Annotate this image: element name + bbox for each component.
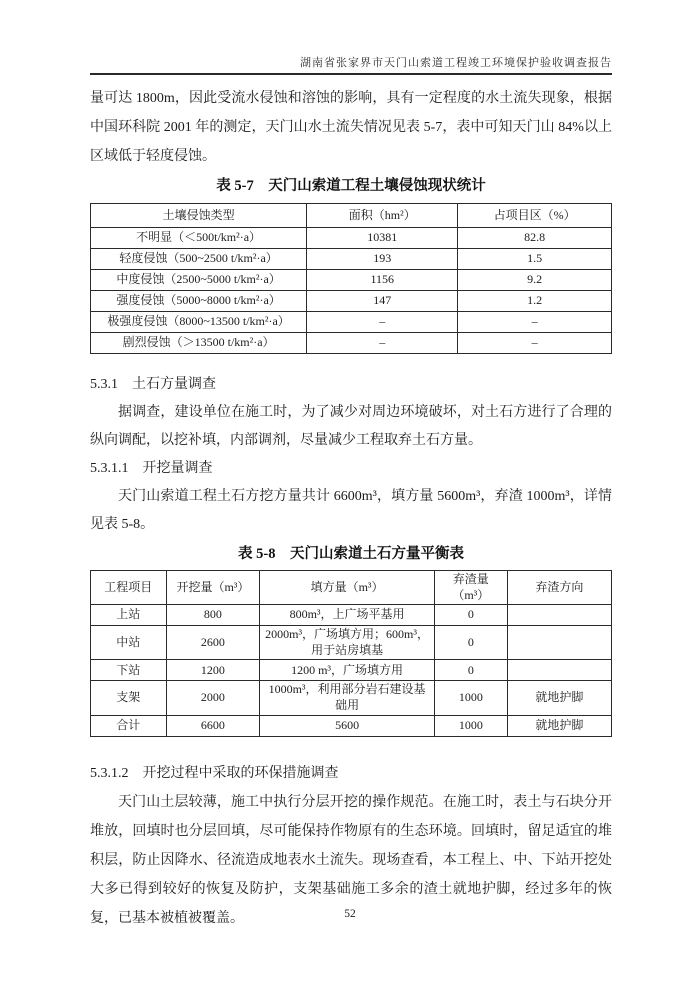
intro-paragraph: 量可达 1800m，因此受流水侵蚀和溶蚀的影响，具有一定程度的水土流失现象，根据中国环科院 2001 年的测定，天门山水土流失情况见表 5-7，表中可知天门山 84%以上区域低于轻度侵蚀。 [90, 91, 612, 164]
table-cell: 0 [434, 605, 507, 626]
table-cell: 1156 [307, 270, 458, 291]
earthwork-balance-table [90, 570, 612, 737]
table-row [91, 312, 612, 333]
table-cell: 1000 [434, 715, 507, 736]
table-row [91, 681, 612, 715]
table-header-cell: 弃渣量（m³） [434, 571, 507, 605]
table-header-cell: 土壤侵蚀类型 [91, 204, 307, 228]
table-row [91, 249, 612, 270]
table-cell: 下站 [91, 660, 167, 681]
table-cell: – [458, 333, 612, 354]
table-cell [507, 626, 611, 660]
table-header-cell: 填方量（m³） [260, 571, 435, 605]
page-header [90, 0, 612, 75]
table-cell: 剧烈侵蚀（＞13500 t/km²·a） [91, 333, 307, 354]
table-row [91, 228, 612, 249]
table-cell [507, 605, 611, 626]
table-cell: 上站 [91, 605, 167, 626]
soil-erosion-table [90, 203, 612, 354]
table-cell: 800 [166, 605, 260, 626]
table-header-cell: 占项目区（%） [458, 204, 612, 228]
section-531-paragraph: 据调查，建设单位在施工时，为了减少对周边环境破坏，对土石方进行了合理的纵向调配，以挖补填，内部调剂，尽量减少工程取弃土石方量。 [90, 405, 612, 448]
table-cell: 2600 [166, 626, 260, 660]
table-row [91, 270, 612, 291]
section-5312-paragraph: 天门山土层较薄，施工中执行分层开挖的操作规范。在施工时，表土与石块分开堆放，回填时也分层回填，尽可能保持作物原有的生态环境。回填时，留足适宜的堆积层，防止因降水、径流造成地表水土流失。现场查看，本工程上、中、下站开挖处大多已得到较好的恢复及防护，支架基础施工多余的渣土就地护脚，经过多年的恢复，已基本被植被覆盖。 [90, 794, 612, 926]
table-cell: 0 [434, 660, 507, 681]
table-cell: 193 [307, 249, 458, 270]
page-number: 52 [344, 908, 356, 920]
table-cell: 就地护脚 [507, 715, 611, 736]
table-cell: 2000 [166, 681, 260, 715]
table-cell: 6600 [166, 715, 260, 736]
table-5-8-caption: 表 5-8 天门山索道土石方量平衡表 [238, 546, 464, 562]
table-row [91, 605, 612, 626]
table-cell: 1200 m³，广场填方用 [260, 660, 435, 681]
header-title: 湖南省张家界市天门山索道工程竣工环境保护验收调查报告 [300, 57, 612, 69]
table-5-7-caption: 表 5-7 天门山索道工程土壤侵蚀现状统计 [216, 178, 486, 194]
table-header-row [91, 571, 612, 605]
table-row [91, 715, 612, 736]
section-5311-paragraph: 天门山索道工程土石方挖方量共计 6600m³，填方量 5600m³，弃渣 1000m³，详情见表 5-8。 [90, 489, 612, 532]
table-cell: 强度侵蚀（5000~8000 t/km²·a） [91, 291, 307, 312]
table-header-cell: 弃渣方向 [507, 571, 611, 605]
table-cell: 82.8 [458, 228, 612, 249]
table-cell: 中站 [91, 626, 167, 660]
table-row [91, 333, 612, 354]
table-cell: 轻度侵蚀（500~2500 t/km²·a） [91, 249, 307, 270]
table-cell: 合计 [91, 715, 167, 736]
section-heading-531: 5.3.1 土石方量调查 [90, 377, 216, 392]
table-cell: 1200 [166, 660, 260, 681]
table-cell: 5600 [260, 715, 435, 736]
table-cell: 2000m³，广场填方用；600m³，用于站房填基 [260, 626, 435, 660]
table-cell: 1.2 [458, 291, 612, 312]
table-cell: 支架 [91, 681, 167, 715]
table-cell: 1.5 [458, 249, 612, 270]
table-cell: 147 [307, 291, 458, 312]
table-cell: – [307, 333, 458, 354]
table-header-cell: 面积（hm²） [307, 204, 458, 228]
table-row [91, 626, 612, 660]
table-row [91, 660, 612, 681]
table-cell [507, 660, 611, 681]
section-heading-5311: 5.3.1.1 开挖量调查 [90, 461, 213, 476]
table-header-row [91, 204, 612, 228]
table-cell: 0 [434, 626, 507, 660]
table-row [91, 291, 612, 312]
table-cell: 就地护脚 [507, 681, 611, 715]
table-cell: 10381 [307, 228, 458, 249]
table-cell: – [307, 312, 458, 333]
table-cell: 800m³，上广场平基用 [260, 605, 435, 626]
table-cell: 极强度侵蚀（8000~13500 t/km²·a） [91, 312, 307, 333]
table-cell: – [458, 312, 612, 333]
table-cell: 中度侵蚀（2500~5000 t/km²·a） [91, 270, 307, 291]
table-header-cell: 开挖量（m³） [166, 571, 260, 605]
table-header-cell: 工程项目 [91, 571, 167, 605]
table-cell: 1000 [434, 681, 507, 715]
page-content [90, 84, 612, 933]
section-heading-5312: 5.3.1.2 开挖过程中采取的环保措施调查 [90, 765, 339, 781]
table-cell: 不明显（＜500t/km²·a） [91, 228, 307, 249]
table-cell: 1000m³，利用部分岩石建设基础用 [260, 681, 435, 715]
table-cell: 9.2 [458, 270, 612, 291]
